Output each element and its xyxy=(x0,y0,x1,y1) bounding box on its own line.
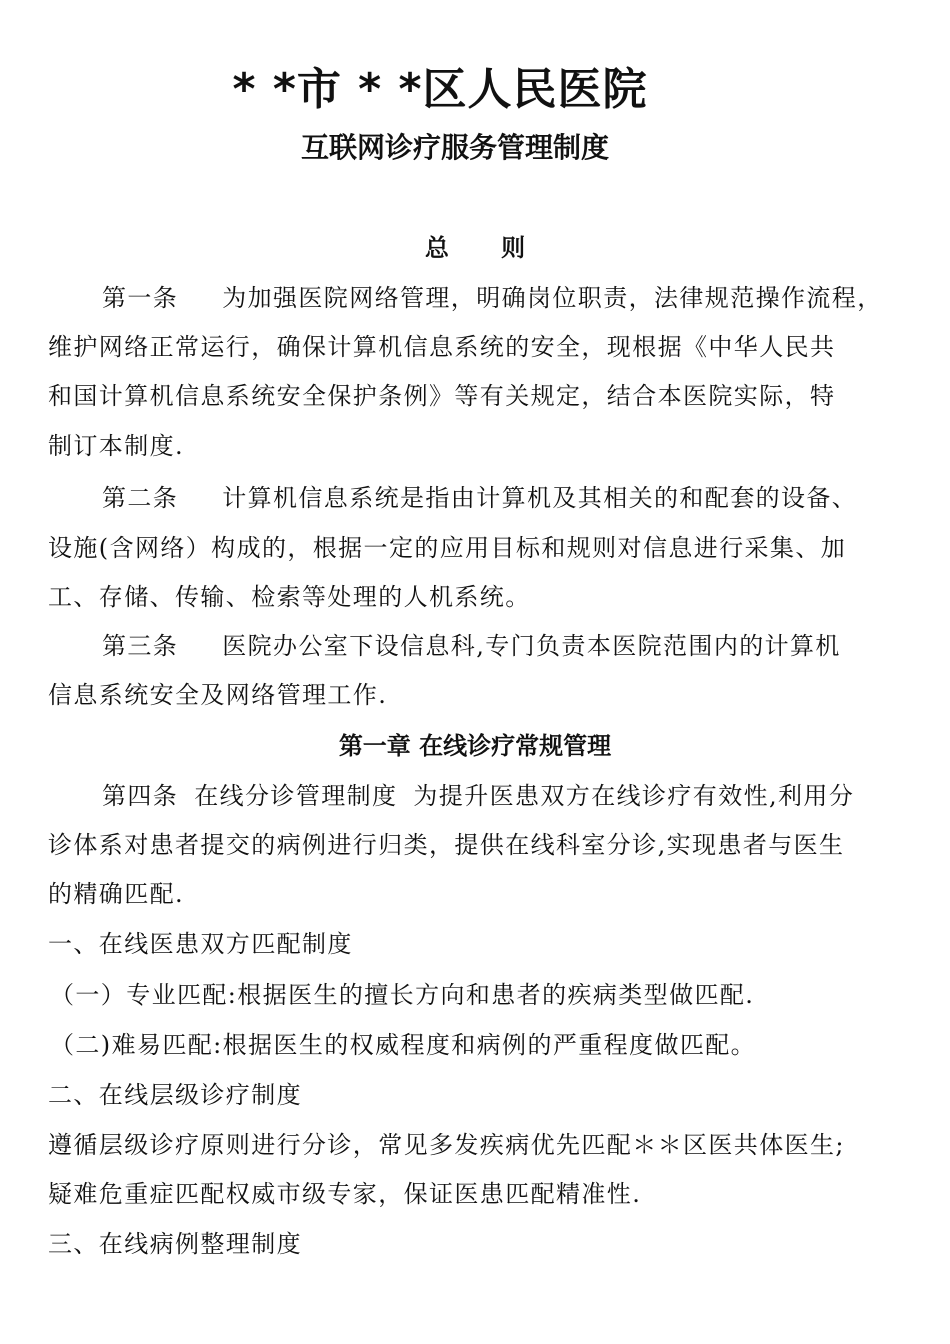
section-2-heading: 二、在线层级诊疗制度 xyxy=(48,1081,302,1109)
article-1-line-2: 维护网络正常运行，确保计算机信息系统的安全，现根据《中华人民共 xyxy=(48,333,836,361)
article-4-subject: 在线分诊管理制度 xyxy=(194,782,398,810)
article-3-line-2: 信息系统安全及网络管理工作. xyxy=(48,681,388,709)
section-2-line-1: 遵循层级诊疗原则进行分诊，常见多发疾病优先匹配＊＊区医共体医生; xyxy=(48,1131,845,1159)
section-2-line-2: 疑难危重症匹配权威市级专家，保证医患匹配精准性. xyxy=(48,1180,642,1208)
article-2-number: 第二条 xyxy=(102,484,179,512)
article-4-line-3: 的精确匹配. xyxy=(48,880,185,908)
general-provisions-heading: 总 则 xyxy=(424,233,548,262)
article-1-line-3: 和国计算机信息系统安全保护条例》等有关规定，结合本医院实际，特 xyxy=(48,382,836,410)
article-2-text: 计算机信息系统是指由计算机及其相关的和配套的设备、 xyxy=(222,484,858,512)
article-1-text: 为加强医院网络管理，明确岗位职责，法律规范操作流程， xyxy=(222,284,883,312)
chapter-1-heading: 第一章 在线诊疗常规管理 xyxy=(338,731,612,760)
article-4-line-2: 诊体系对患者提交的病例进行归类，提供在线科室分诊,实现患者与医生 xyxy=(48,831,845,859)
article-1-first-line xyxy=(102,280,883,316)
section-1-heading: 一、在线医患双方匹配制度 xyxy=(48,930,353,958)
section-3-heading: 三、在线病例整理制度 xyxy=(48,1230,302,1258)
hospital-title: * *市 * *区人民医院 xyxy=(232,64,648,115)
article-4-first-line xyxy=(102,778,854,814)
article-2-line-2: 设施(含网络）构成的，根据一定的应用目标和规则对信息进行采集、加 xyxy=(48,534,847,562)
article-3-number: 第三条 xyxy=(102,632,179,660)
article-3-text: 医院办公室下设信息科,专门负责本医院范围内的计算机 xyxy=(222,632,841,660)
document-title: 互联网诊疗服务管理制度 xyxy=(300,131,609,164)
article-3-first-line xyxy=(102,628,841,664)
section-1-item-2: （二)难易匹配:根据医生的权威程度和病例的严重程度做匹配。 xyxy=(50,1031,757,1059)
article-2-line-3: 工、存储、传输、检索等处理的人机系统。 xyxy=(48,583,531,611)
article-2-first-line xyxy=(102,480,857,516)
article-1-number: 第一条 xyxy=(102,284,179,312)
article-4-number: 第四条 xyxy=(102,782,179,810)
article-1-line-4: 制订本制度. xyxy=(48,432,185,460)
article-4-text: 为提升医患双方在线诊疗有效性,利用分 xyxy=(413,782,855,810)
section-1-item-1: （一）专业匹配:根据医生的擅长方向和患者的疾病类型做匹配. xyxy=(50,981,755,1009)
